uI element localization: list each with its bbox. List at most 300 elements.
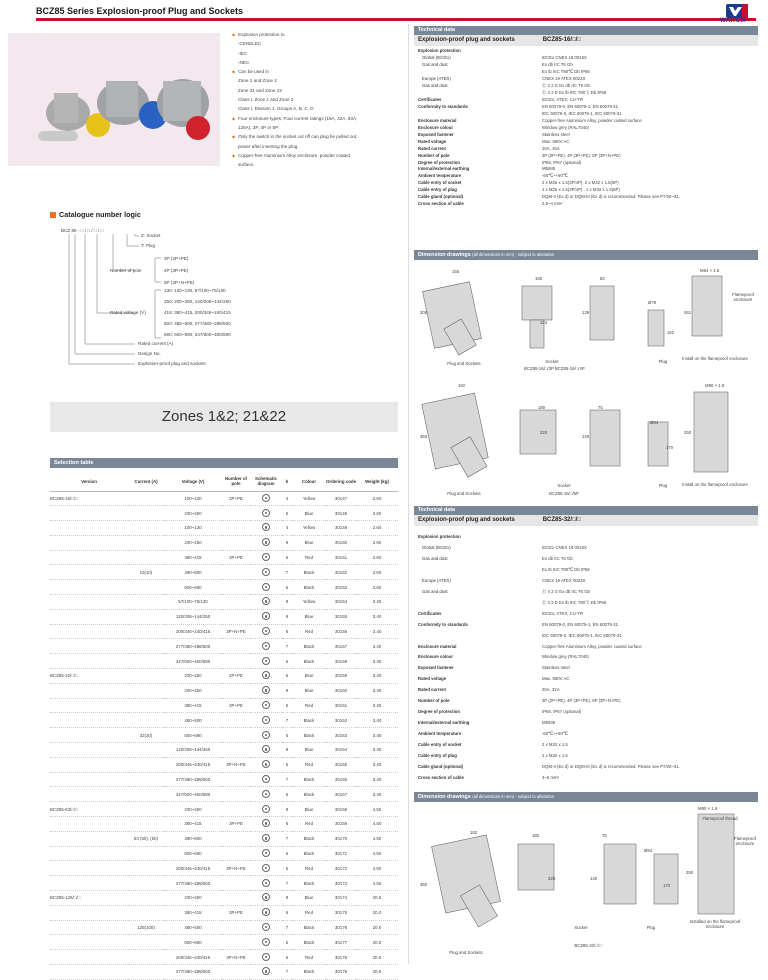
weight-cell: 20.0: [356, 920, 398, 935]
weight-cell: 3.40: [356, 728, 398, 743]
spec-row: [414, 153, 758, 160]
version-cell: [50, 683, 128, 698]
spec-value: Window grey (RAL7040): [542, 124, 589, 130]
table-row: [50, 580, 398, 595]
poles-cell: [222, 535, 250, 550]
tech-data-subheader: [414, 35, 758, 46]
spec-key: [414, 631, 538, 642]
weight-cell: 4.50: [356, 846, 398, 861]
version-cell: [50, 713, 128, 728]
code-cell: 30150: [326, 535, 356, 550]
spec-key: Global (IECEx): [422, 544, 451, 550]
code-cell: 30165: [326, 757, 356, 772]
spec-key: Internal/external earthing: [418, 720, 470, 726]
voltage-cell: 57/100~75/130: [164, 595, 222, 610]
dim-value: 140: [590, 876, 598, 881]
spec-value: Ⓔ II 2 G Ex db IIC T6 Gb: [542, 82, 590, 88]
version-cell: BCZ85-16/□/□: [50, 491, 128, 506]
spec-row: [414, 674, 758, 685]
socket-pin-diagram-icon: [262, 568, 270, 576]
h-cell: 5: [282, 654, 292, 669]
spec-key: Cable entry of socket: [418, 742, 462, 748]
schematic-cell: [250, 846, 282, 861]
version-cell: [50, 728, 128, 743]
dimension-note: (all dimensions in mm) - subject to alteration: [472, 794, 555, 799]
code-cell: 30178: [326, 950, 356, 965]
spec-row: [414, 97, 758, 104]
spec-row: [414, 48, 758, 55]
schematic-cell: [250, 861, 282, 876]
spec-key: Cable entry of socket: [418, 180, 462, 186]
socket-pin-diagram-icon: [262, 612, 270, 620]
spec-row: [414, 543, 758, 554]
catalogue-title: [50, 210, 141, 219]
catalogue-code: BCZ 85 - □ / □ / □ / □: [61, 228, 104, 233]
spec-row: [414, 532, 758, 543]
spec-key: Explosion protection: [418, 48, 461, 53]
spec-row: [414, 609, 758, 620]
current-label: Rated current (A): [138, 341, 174, 346]
current-cell: 63 (50), (60): [128, 831, 164, 846]
weight-cell: 3.40: [356, 639, 398, 654]
brand-name: WAROM: [720, 18, 747, 24]
socket-pin-diagram-icon: [262, 583, 270, 591]
schematic-cell: [250, 802, 282, 817]
spec-value: DQM-II (Ex d) or DQM-III (Ex d) is recommended. Please see P7/20~31.: [542, 764, 680, 770]
colour-cell: Red: [292, 698, 326, 713]
spec-row: [414, 146, 758, 153]
socket-model-label: BCZ85-16/□/5P: [549, 491, 579, 496]
table-row: [50, 550, 398, 565]
colour-cell: Blue: [292, 743, 326, 758]
dim-value: 261: [684, 310, 692, 315]
h-cell: 9: [282, 891, 292, 906]
voltage-cell: 480~500: [164, 920, 222, 935]
feature-sub-item: Zone 1 and Zone 2: [238, 78, 277, 84]
model-label: BCZ85-32/□/□: [574, 943, 602, 948]
col-poles: Number of pole: [222, 472, 250, 491]
code-cell: 30179: [326, 965, 356, 980]
version-cell: [50, 757, 128, 772]
design-label: Design No.: [138, 351, 161, 356]
code-cell: 30153: [326, 580, 356, 595]
current-cell: [128, 905, 164, 920]
socket-pin-diagram-icon: [262, 938, 270, 946]
bullet-square-icon: [50, 212, 56, 218]
tech-data-32: [414, 506, 758, 784]
socket-pin-diagram-icon: [262, 523, 270, 531]
socket-pin-diagram-icon: [262, 790, 270, 798]
socket-pin-diagram-icon: [262, 671, 270, 679]
dim-value: 250: [686, 870, 694, 875]
feature-sub-item: power after inserting the plug.: [238, 143, 299, 149]
flameproof-label: Flameproof enclosure: [732, 292, 754, 302]
voltage-option: 690: 600~690, 347/600~400/690: [164, 332, 231, 337]
spec-row: [414, 187, 758, 194]
feature-sub-item: 125A); 3P, 4P or 5P.: [238, 124, 279, 130]
code-cell: 30176: [326, 920, 356, 935]
weight-cell: 4.50: [356, 831, 398, 846]
weight-cell: 4.50: [356, 802, 398, 817]
weight-cell: 3.40: [356, 654, 398, 669]
spec-row: [414, 554, 758, 565]
code-cell: 30147: [326, 491, 356, 506]
current-cell: [128, 757, 164, 772]
feature-bullet: ◆ Can be used in: [232, 67, 402, 76]
tech-subtitle: Explosion-proof plug and sockets: [418, 517, 515, 523]
tech-data-table: [414, 48, 758, 208]
socket-pin-diagram-icon: [262, 686, 270, 694]
spec-row: [414, 160, 758, 167]
col-h: h: [282, 472, 292, 491]
current-cell: [128, 950, 164, 965]
voltage-cell: 200/346~240/415: [164, 950, 222, 965]
weight-cell: 20.0: [356, 950, 398, 965]
spec-value: [538, 48, 758, 55]
spec-key: Cross section of cable: [418, 201, 464, 207]
spec-value: Ex db IIC T6 Gb: [542, 61, 573, 67]
colour-cell: Black: [292, 831, 326, 846]
schematic-cell: [250, 728, 282, 743]
version-cell: [50, 565, 128, 580]
weight-cell: 3.40: [356, 787, 398, 802]
col-version: Version: [50, 472, 128, 491]
weight-cell: 20.0: [356, 905, 398, 920]
spec-value: IP66, IP67 (optional): [542, 709, 582, 715]
spec-value: M5/M5: [542, 166, 556, 172]
version-cell: [50, 535, 128, 550]
pole-option: 4P (3P+PE): [164, 268, 189, 273]
colour-cell: Black: [292, 787, 326, 802]
spec-value: IP66, IP67 (optional): [542, 159, 582, 165]
spec-row: [414, 55, 758, 62]
code-cell: 30169: [326, 817, 356, 832]
dim-value: 250: [684, 430, 692, 435]
weight-cell: 20.0: [356, 965, 398, 980]
code-cell: 30173: [326, 876, 356, 891]
h-cell: 5: [282, 935, 292, 950]
current-cell: [128, 580, 164, 595]
spec-value: EN 60079-0, EN 60079-1, EN 60079-31: [542, 103, 618, 109]
spec-value: Copper-free Aluminium Alloy, powder coated surface: [542, 117, 642, 123]
current-cell: [128, 654, 164, 669]
weight-cell: 3.40: [356, 713, 398, 728]
socket-pin-diagram-icon: [262, 893, 270, 901]
current-cell: [128, 595, 164, 610]
spec-value: 20A, 32A: [542, 687, 560, 693]
weight-cell: 3.40: [356, 683, 398, 698]
version-cell: [50, 950, 128, 965]
version-cell: [50, 654, 128, 669]
socket-pin-diagram-icon: [262, 819, 270, 827]
spec-value: 3P (2P+PE), 4P (3P+PE), 5P (3P+N+PE): [542, 152, 621, 158]
spec-key: Rated current: [418, 145, 446, 151]
version-cell: [50, 772, 128, 787]
poles-cell: [222, 506, 250, 521]
brand-bar: [36, 18, 756, 21]
colour-cell: Black: [292, 728, 326, 743]
socket-pin-diagram-icon: [262, 538, 270, 546]
spec-row: [414, 729, 758, 740]
h-cell: 5: [282, 580, 292, 595]
socket-pin-diagram-icon: [262, 642, 270, 650]
version-cell: [50, 550, 128, 565]
weight-cell: 3.40: [356, 698, 398, 713]
plug-label: Plug: [646, 925, 656, 930]
zones-banner: Zones 1&2; 21&22: [50, 402, 398, 432]
voltage-cell: 100~130: [164, 491, 222, 506]
spec-key: [414, 565, 538, 576]
weight-cell: 3.40: [356, 743, 398, 758]
dim-value: 170: [666, 445, 674, 450]
spec-value: 2 x M32 x 1.5: [542, 742, 568, 748]
spec-key: Gas and dust: [422, 61, 448, 67]
schematic-cell: [250, 683, 282, 698]
poles-cell: [222, 920, 250, 935]
spec-value: IEC 60079-0, IEC 60079-1, IEC 60079-31: [542, 110, 622, 116]
colour-cell: Blue: [292, 683, 326, 698]
current-cell: [128, 609, 164, 624]
poles-cell: [222, 831, 250, 846]
spec-key: Cable entry of plug: [418, 753, 457, 759]
schematic-cell: [250, 639, 282, 654]
poles-cell: [222, 580, 250, 595]
voltage-cell: 480~500: [164, 565, 222, 580]
table-row: [50, 624, 398, 639]
schematic-cell: [250, 609, 282, 624]
colour-cell: Blue: [292, 669, 326, 684]
spec-value: Max. 690V AC: [542, 138, 570, 144]
feature-sub-item: Class I, Division 1, Groups A, B, C, D: [238, 106, 314, 112]
spec-key: Number of pole: [418, 698, 450, 704]
spec-value: -60℃~+60℃: [542, 731, 568, 737]
table-row: [50, 802, 398, 817]
flameproof-label: Flameproof enclosure: [734, 836, 756, 846]
poles-cell: [222, 595, 250, 610]
dimension-header: [414, 250, 758, 260]
poles-cell: 3P+PE: [222, 817, 250, 832]
current-cell: [128, 846, 164, 861]
spec-key: Exposed fastener: [418, 665, 454, 671]
h-cell: 6: [282, 905, 292, 920]
current-cell: [128, 669, 164, 684]
colour-cell: Red: [292, 624, 326, 639]
table-row: [50, 905, 398, 920]
spec-value: CNEX 19 ATEX 0023X: [542, 75, 586, 81]
voltage-cell: 480~500: [164, 831, 222, 846]
feature-sub-item: -CENELEC: [238, 41, 262, 47]
spec-row: [414, 62, 758, 69]
col-code: Ordering code: [326, 472, 356, 491]
flameproof-thread-label: Flameproof thread: [702, 816, 738, 821]
weight-cell: 20.0: [356, 935, 398, 950]
table-row: [50, 654, 398, 669]
voltage-cell: 200/346~240/415: [164, 624, 222, 639]
voltage-cell: 200~250: [164, 506, 222, 521]
tech-model: BCZ85-32/□/□: [542, 517, 581, 523]
voltage-cell: 200/346~240/415: [164, 757, 222, 772]
poles-cell: [222, 846, 250, 861]
weight-cell: 3.40: [356, 624, 398, 639]
colour-cell: Blue: [292, 802, 326, 817]
spec-row: [414, 762, 758, 773]
spec-key: Conformity to standards: [418, 621, 468, 627]
tech-subtitle: Explosion-proof plug and sockets: [418, 37, 515, 43]
poles-cell: [222, 802, 250, 817]
version-cell: BCZ85-125/□/□: [50, 891, 128, 906]
spec-value: CNEX 19 ATEX 0023X: [542, 577, 586, 583]
poles-cell: [222, 713, 250, 728]
code-cell: 30166: [326, 772, 356, 787]
spec-row: [414, 201, 758, 208]
current-cell: [128, 935, 164, 950]
feature-sub-item: -NEC: [238, 59, 250, 65]
poles-cell: [222, 876, 250, 891]
socket-pin-diagram-icon: [262, 805, 270, 813]
spec-row: [414, 740, 758, 751]
spec-value: [538, 532, 758, 543]
spec-value: Stainless steel: [542, 665, 570, 671]
table-row: [50, 728, 398, 743]
poles-cell: 3P+PE: [222, 905, 250, 920]
spec-key: Exposed fastener: [418, 131, 454, 137]
schematic-cell: [250, 891, 282, 906]
spec-row: [414, 180, 758, 187]
socket-pin-diagram-icon: [262, 834, 270, 842]
dim-value: 170: [663, 883, 671, 888]
spec-key: Gas and dust: [422, 82, 448, 88]
table-row: [50, 787, 398, 802]
colour-cell: Red: [292, 905, 326, 920]
h-cell: 5: [282, 728, 292, 743]
tech-data-header: Technical data: [414, 506, 758, 515]
version-cell: [50, 846, 128, 861]
table-row: [50, 876, 398, 891]
dimension-drawings-32: [414, 792, 758, 802]
selection-table: [50, 472, 398, 980]
h-cell: 5: [282, 846, 292, 861]
colour-cell: Black: [292, 654, 326, 669]
voltage-option: 415: 380~415, 200/346~240/415: [164, 310, 231, 315]
colour-cell: Red: [292, 861, 326, 876]
version-cell: [50, 624, 128, 639]
dim-value: 124: [540, 320, 548, 325]
weight-cell: 3.40: [356, 669, 398, 684]
socket-models-label: BCZ85-16/□/3P BCZ85-16/□/4P: [524, 366, 585, 371]
weight-cell: 2.60: [356, 550, 398, 565]
version-cell: [50, 743, 128, 758]
code-cell: 30158: [326, 654, 356, 669]
weight-cell: 2.60: [356, 565, 398, 580]
schematic-cell: [250, 831, 282, 846]
dim-value: 140: [582, 434, 590, 439]
code-cell: 30170: [326, 831, 356, 846]
plug-sockets-label: Plug and Sockets: [449, 950, 483, 955]
table-row: [50, 831, 398, 846]
socket-pin-diagram-icon: [262, 953, 270, 961]
spec-key: Enclosure colour: [418, 654, 454, 660]
col-schematic: Schematic diagram: [250, 472, 282, 491]
dim-value: 350: [420, 434, 428, 439]
colour-cell: Black: [292, 965, 326, 980]
spec-value: Copper-free Aluminium Alloy, powder coated surface: [542, 643, 642, 649]
current-cell: [128, 787, 164, 802]
install-label: Install on the flameproof enclosure: [682, 482, 748, 487]
table-row: [50, 535, 398, 550]
schematic-cell: [250, 757, 282, 772]
colour-cell: Black: [292, 935, 326, 950]
h-cell: 9: [282, 595, 292, 610]
voltage-cell: 200~250: [164, 891, 222, 906]
code-cell: 30148: [326, 506, 356, 521]
socket-pin-diagram-icon: [262, 509, 270, 517]
h-cell: 7: [282, 920, 292, 935]
colour-cell: Red: [292, 950, 326, 965]
poles-cell: [222, 891, 250, 906]
spec-value: -60℃~+60℃: [542, 173, 568, 179]
tech-data-table: [414, 532, 758, 784]
code-cell: 30151: [326, 550, 356, 565]
spec-key: Global (IECEx): [422, 54, 451, 60]
schematic-cell: [250, 654, 282, 669]
feature-sub-item: Zone 21 and Zone 22: [238, 87, 282, 93]
feature-sub-item: surface.: [238, 162, 255, 168]
weight-cell: 20.0: [356, 891, 398, 906]
spec-value: Stainless steel: [542, 131, 570, 137]
plug-sockets-label: Plug and Sockets: [447, 361, 481, 366]
schematic-cell: [250, 565, 282, 580]
weight-cell: 3.40: [356, 757, 398, 772]
h-cell: 9: [282, 535, 292, 550]
table-row: [50, 609, 398, 624]
schematic-cell: [250, 580, 282, 595]
current-cell: [128, 639, 164, 654]
poles-cell: 3P+N+PE: [222, 950, 250, 965]
h-cell: 7: [282, 713, 292, 728]
poles-cell: 2P+PE: [222, 669, 250, 684]
poles-cell: [222, 772, 250, 787]
table-row: [50, 920, 398, 935]
weight-cell: 2.60: [356, 521, 398, 536]
poles-cell: [222, 743, 250, 758]
current-cell: [128, 698, 164, 713]
spec-key: Europe (ATEX): [422, 577, 451, 583]
voltage-cell: 380~415: [164, 550, 222, 565]
socket-label: Socket: [574, 925, 588, 930]
poles-cell: [222, 654, 250, 669]
voltage-cell: 380~415: [164, 698, 222, 713]
voltage-cell: 100~130: [164, 521, 222, 536]
spec-value: Ⓔ II 2 G Ex db IIC T6 Gb: [542, 588, 590, 594]
spec-row: [414, 194, 758, 201]
version-cell: BCZ85-32/□/□: [50, 669, 128, 684]
dim-value: 180: [532, 833, 540, 838]
dim-value: 180: [538, 405, 546, 410]
tech-data-16: [414, 26, 758, 208]
spec-value: Ⓔ II 2 D Ex tb IIIC T80℃ Db IP66: [542, 599, 607, 605]
col-colour: Colour: [292, 472, 326, 491]
h-cell: 4: [282, 521, 292, 536]
spec-row: [414, 76, 758, 83]
h-cell: 6: [282, 550, 292, 565]
spec-value: IECEx; ATEX; CU-TR: [542, 96, 583, 102]
version-cell: [50, 506, 128, 521]
spec-key: Certificates: [418, 96, 442, 102]
table-row: [50, 683, 398, 698]
spec-value: DQM-II (Ex d) or DQM-III (Ex d) is recommended. Please see P7/20~31.: [542, 194, 680, 200]
current-cell: [128, 965, 164, 980]
spec-key: Explosion protection: [418, 534, 461, 539]
